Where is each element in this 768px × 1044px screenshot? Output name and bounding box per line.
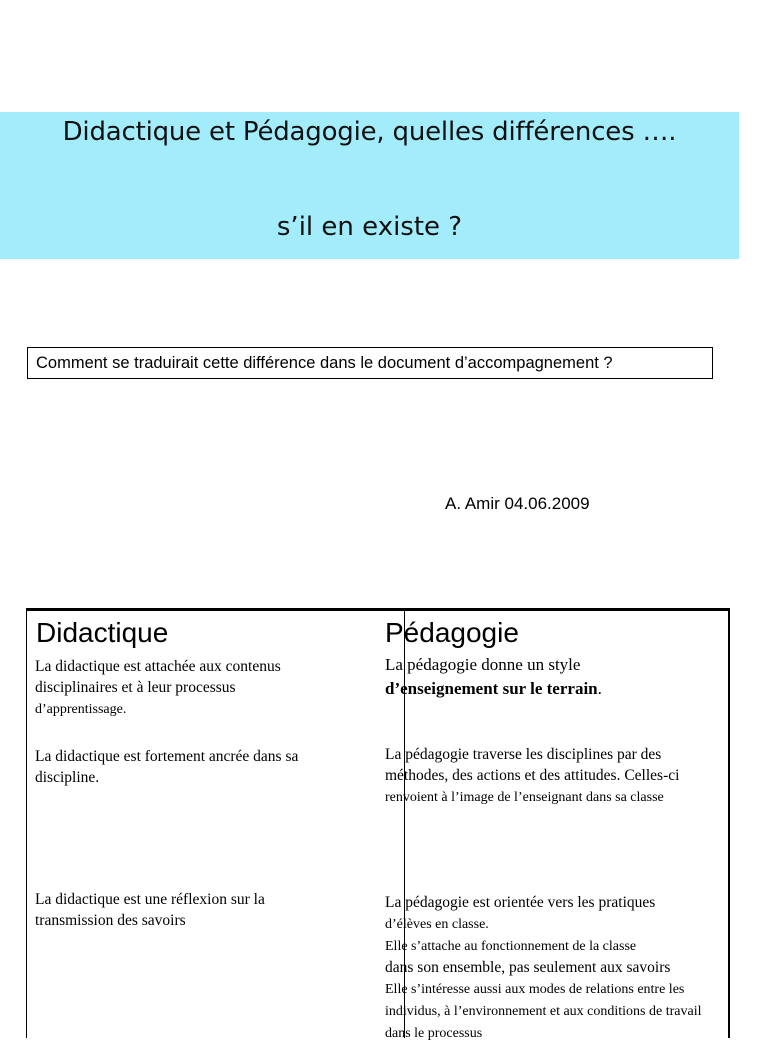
pedagogie-cell-3 — [385, 892, 720, 1044]
question-box: Comment se traduirait cette différence dans le document d’accompagnement ? — [27, 347, 713, 379]
pedagogie-cell-3-line-4: dans son ensemble, pas seulement aux savoirs — [385, 959, 671, 976]
didactique-cell-3: La didactique est une réflexion sur la transmission des savoirs — [35, 891, 265, 929]
pedagogie-cell-1-text: La pédagogie donne un style — [385, 655, 581, 674]
author-date: A. Amir 04.06.2009 — [445, 494, 590, 513]
pedagogie-cell-2-text-end: renvoient à l’image de l’enseignant dans sa classe — [385, 790, 664, 805]
didactique-cell-1-text-end: d’apprentissage. — [35, 702, 127, 717]
pedagogie-cell-3-line-5: Elle s’intéresse aussi aux modes de relations entre les individus, à l’environnement et aux conditions de travail dans le processus — [385, 982, 702, 1041]
pedagogie-cell-1-end: . — [597, 679, 602, 698]
didactique-cell-1-text: La didactique est attachée aux contenus disciplinaires et à leur processus — [35, 658, 281, 696]
header-pedagogie: Pédagogie — [385, 617, 519, 648]
didactique-cell-1 — [35, 656, 335, 720]
title-line-1: Didactique et Pédagogie, quelles différences …. — [62, 117, 677, 147]
pedagogie-cell-2-text: La pédagogie traverse les disciplines par des méthodes, des actions et des attitudes. Celles-ci — [385, 746, 680, 784]
title-line-2: s’il en existe ? — [276, 212, 463, 242]
pedagogie-cell-2 — [385, 744, 720, 808]
pedagogie-cell-3-line-1: La pédagogie est orientée vers les pratiques — [385, 894, 656, 911]
pedagogie-cell-3-line-2: d’élèves en classe. — [385, 917, 489, 932]
pedagogie-cell-3-line-3: Elle s’attache au fonctionnement de la classe — [385, 939, 637, 954]
header-didactique: Didactique — [36, 617, 169, 648]
pedagogie-cell-1-bold: d’enseignement sur le terrain — [385, 679, 598, 698]
didactique-cell-2: La didactique est fortement ancrée dans sa discipline. — [35, 748, 299, 786]
comparison-table — [26, 608, 730, 1041]
pedagogie-cell-1 — [385, 653, 715, 701]
